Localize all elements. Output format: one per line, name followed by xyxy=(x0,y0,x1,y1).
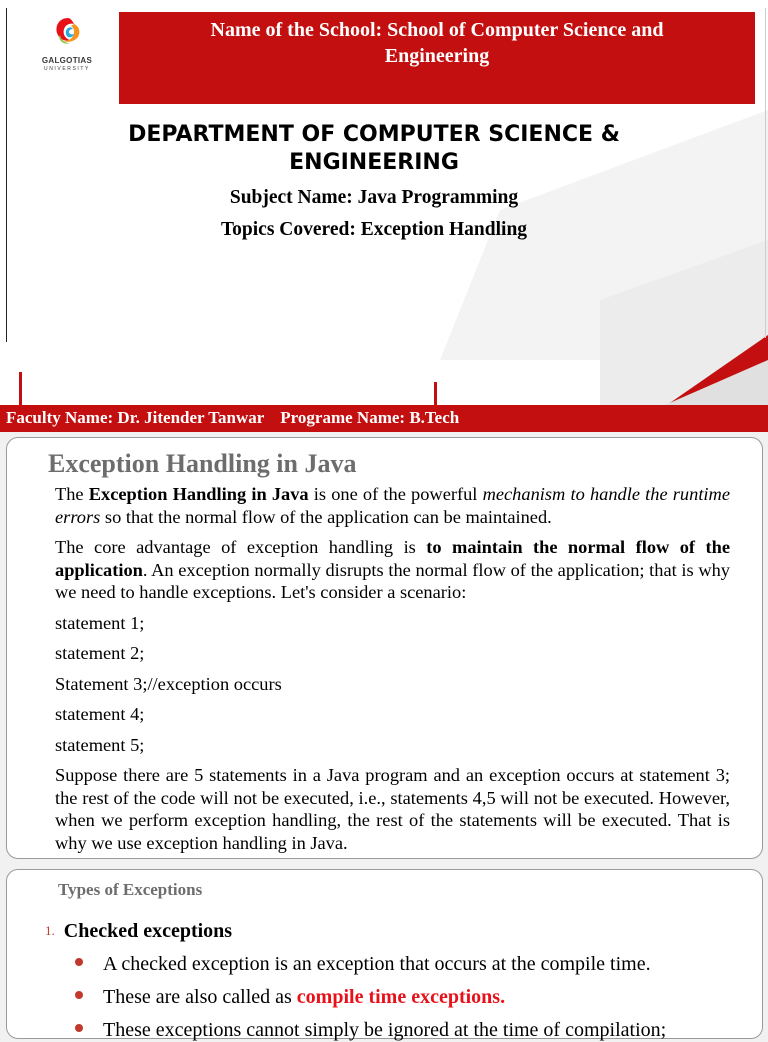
university-logo xyxy=(24,16,110,78)
code-statement: statement 4; xyxy=(55,704,145,724)
programme-name: Programe Name: B.Tech xyxy=(280,408,460,427)
bullet-text: These exceptions cannot simply be ignored at the time of compilation; xyxy=(103,1019,667,1041)
logo-subtitle: UNIVERSITY xyxy=(43,66,90,72)
faculty-info xyxy=(6,408,459,428)
highlighted-term: compile time exceptions. xyxy=(296,986,506,1008)
bullet-item xyxy=(75,986,505,1009)
text-run: The core advantage of exception handling is xyxy=(55,537,427,557)
logo-name: GALGOTIAS xyxy=(41,56,93,65)
scenario-paragraph: Suppose there are 5 statements in a Java program and an exception occurs at statement 3; the rest of the code will not be executed, i.e., statements 4,5 will not be executed. However, when we perform exception handling, the rest of the statements will be executed. That is why we use exception handling in Java. xyxy=(55,765,730,853)
bullet-text: These are also called as xyxy=(103,986,297,1008)
decorative-red-tick xyxy=(19,372,22,406)
text-run: . An exception normally disrupts the normal flow of the application; that is why we need to handle exceptions. Let's consider a scenario: xyxy=(55,559,730,602)
slide-title: Exception Handling in Java xyxy=(48,449,357,478)
item-label: Checked exceptions xyxy=(63,920,233,942)
advantage-paragraph xyxy=(55,536,730,604)
bold-term: Exception Handling in Java xyxy=(88,484,309,504)
text-run: The xyxy=(55,484,89,504)
numbered-item xyxy=(45,920,232,943)
code-statement: statement 1; xyxy=(55,612,145,633)
italic-term: mechanism to handle the runtime errors xyxy=(55,484,730,527)
faculty-name: Faculty Name: Dr. Jitender Tanwar xyxy=(6,408,265,427)
bullet-item xyxy=(75,953,651,976)
decorative-red-tick xyxy=(434,382,437,406)
logo-swirl-icon xyxy=(54,16,82,52)
slide-title: Types of Exceptions xyxy=(58,880,203,899)
bullet-icon xyxy=(75,958,83,966)
left-border-line xyxy=(6,8,7,342)
bullet-icon xyxy=(75,1024,83,1032)
department-title: DEPARTMENT OF COMPUTER SCIENCE & ENGINEERING xyxy=(128,122,620,175)
slide-body xyxy=(55,483,730,862)
right-border-line xyxy=(765,8,766,338)
subject-name: Subject Name: Java Programming xyxy=(229,187,519,208)
code-statement: statement 2; xyxy=(55,643,145,663)
school-name-banner: Name of the School: School of Computer Science and Engineering xyxy=(119,12,755,104)
topics-covered: Topics Covered: Exception Handling xyxy=(220,219,528,240)
code-statement: Statement 3;//exception occurs xyxy=(55,673,282,694)
exception-handling-slide xyxy=(6,437,763,859)
logo-text xyxy=(24,56,110,74)
types-of-exceptions-slide xyxy=(6,869,763,1039)
bullet-icon xyxy=(75,991,83,999)
bullet-text: A checked exception is an exception that occurs at the compile time. xyxy=(103,953,651,975)
text-run: is one of the powerful xyxy=(308,484,483,504)
item-number: 1. xyxy=(45,923,55,938)
bold-term: to maintain the normal flow of the application xyxy=(55,537,730,580)
code-statement: statement 5; xyxy=(55,734,145,755)
title-slide xyxy=(0,0,768,432)
text-run: so that the normal flow of the application can be maintained. xyxy=(100,506,552,527)
bullet-item xyxy=(75,1019,666,1042)
intro-paragraph xyxy=(55,483,730,528)
